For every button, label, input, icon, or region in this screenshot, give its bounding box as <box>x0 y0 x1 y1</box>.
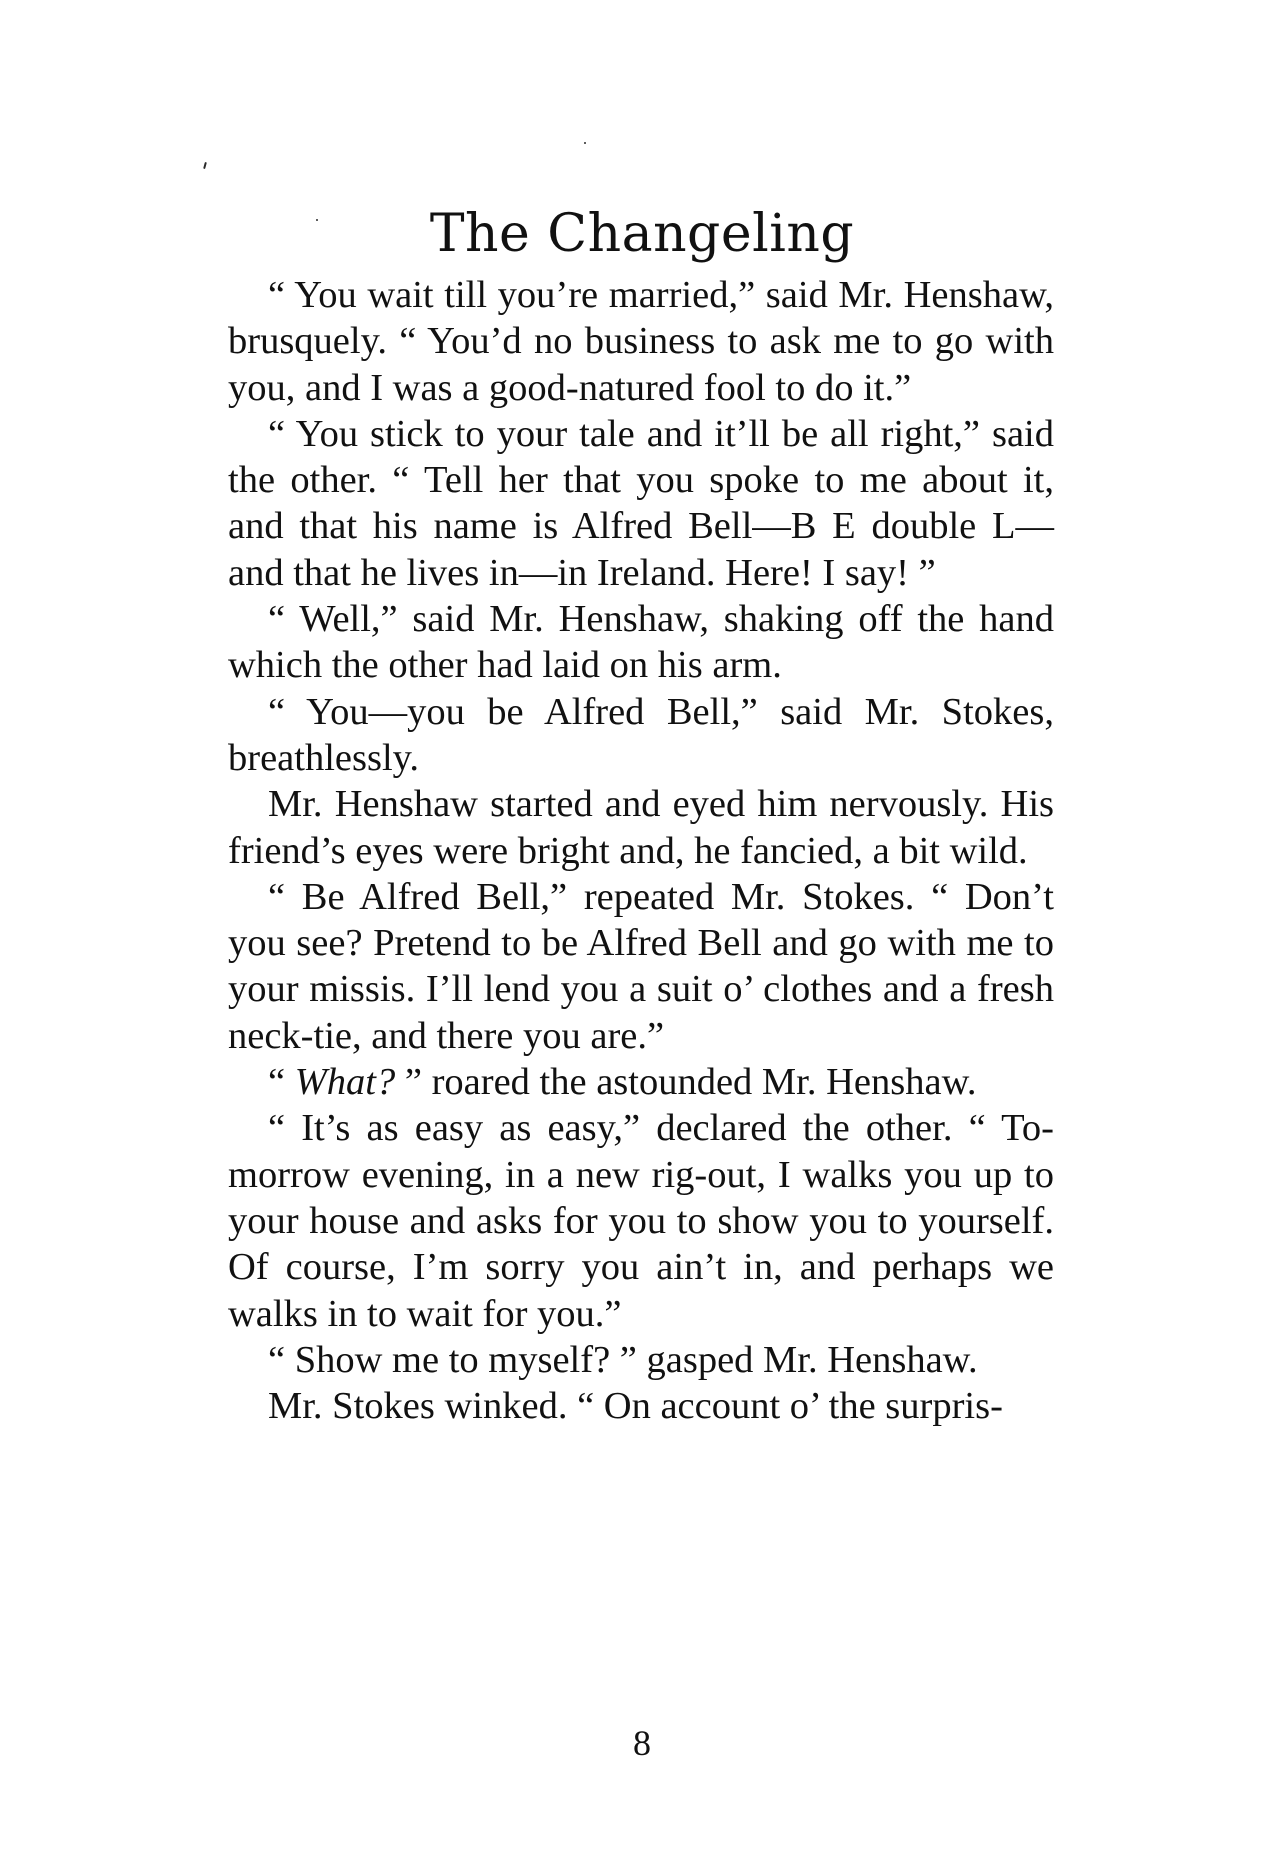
paragraph: Mr. Stokes winked. “ On account o’ the surpris- <box>268 1385 1003 1428</box>
body-text <box>228 272 1054 1429</box>
paragraph: “ You stick to your tale and it’ll be all right,” said the other. “ Tell her that you spoke to me about it, and that his name is Alfred Bell—B E double L—and that he lives in—in Ireland. Here! I say! ” <box>228 412 1054 594</box>
paragraph: “ Be Alfred Bell,” repeated Mr. Stokes. “ Don’t you see? Pretend to be Alfred Bell and go with me to your missis. I’ll lend you a suit o’ clothes and a fresh neck-tie, and there you are.” <box>228 875 1054 1057</box>
paragraph: “ You—you be Alfred Bell,” said Mr. Stokes, breathlessly. <box>228 690 1054 779</box>
paragraph: “ You wait till you’re married,” said Mr. Henshaw, brusquely. “ You’d no business to ask me to go with you, and I was a good-natured fool to do it.” <box>228 274 1054 409</box>
paragraph: “ It’s as easy as easy,” declared the other. “ To-morrow evening, in a new rig-out, I walks you up to your house and asks for you to show you to yourself. Of course, I’m sorry you ain’t in, and perhaps we walks in to wait for you.” <box>228 1107 1054 1335</box>
italic-emphasis: What? <box>294 1061 396 1104</box>
paragraph: “ What? ” roared the astounded Mr. Henshaw. <box>268 1061 977 1104</box>
scan-speck <box>203 162 207 169</box>
paragraph: “ Show me to myself? ” gasped Mr. Henshaw. <box>268 1338 978 1381</box>
scan-speck <box>584 142 586 144</box>
paragraph: “ Well,” said Mr. Henshaw, shaking off the hand which the other had laid on his arm. <box>228 598 1054 687</box>
running-title: The Changeling <box>429 204 855 264</box>
page-number: 8 <box>633 1723 651 1763</box>
paragraph: Mr. Henshaw started and eyed him nervously. His friend’s eyes were bright and, he fancied, a bit wild. <box>228 783 1054 872</box>
